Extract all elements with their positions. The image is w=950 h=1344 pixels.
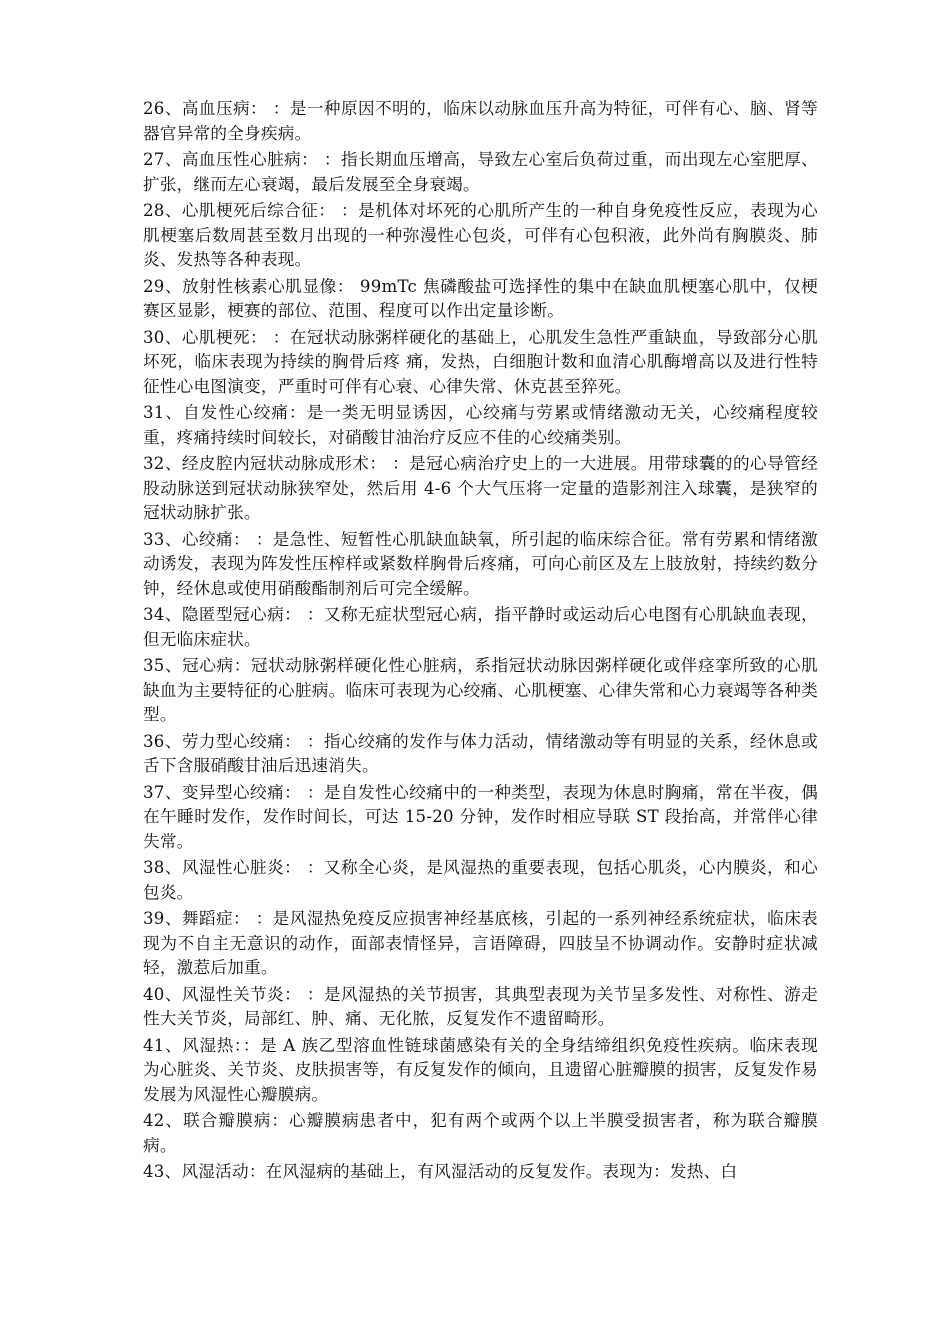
entry-28: 28、心肌梗死后综合征： ：是机体对坏死的心肌所产生的一种自身免疫性反应，表现为心肌梗塞后数周甚至数月出现的一种弥漫性心包炎，可伴有心包积液，此外尚有胸膜炎、肺炎、发热等各种表现。: [143, 201, 818, 269]
entry-43: 43、风湿活动：在风湿病的基础上，有风湿活动的反复发作。表现为：发热、白: [143, 1162, 738, 1181]
entry-42: 42、联合瓣膜病：心瓣膜病患者中，犯有两个或两个以上半膜受损害者，称为联合瓣膜病。: [143, 1111, 818, 1155]
entry-39: 39、舞蹈症： ：是风湿热免疫反应损害神经基底核，引起的一系列神经系统症状，临床表现为不自主无意识的动作，面部表情怪异，言语障碍，四肢呈不协调动作。安静时症状减轻，激惹后加重。: [143, 909, 818, 977]
entry-26: 26、高血压病： ：是一种原因不明的，临床以动脉血压升高为特征，可伴有心、脑、肾等器官异常的全身疾病。: [143, 99, 818, 143]
entry-31: 31、自发性心绞痛：是一类无明显诱因，心绞痛与劳累或情绪激动无关，心绞痛程度较重，疼痛持续时间较长，对硝酸甘油治疗反应不佳的心绞痛类别。: [143, 403, 818, 447]
entry-27: 27、高血压性心脏病： ：指长期血压增高，导致左心室后负荷过重，而出现左心室肥厚、扩张，继而左心衰竭，最后发展至全身衰竭。: [143, 150, 818, 194]
entry-38: 38、风湿性心脏炎： ：又称全心炎，是风湿热的重要表现，包括心肌炎，心内膜炎，和心包炎。: [143, 858, 818, 902]
entry-33: 33、心绞痛： ：是急性、短暂性心肌缺血缺氧，所引起的临床综合征。常有劳累和情绪激动诱发，表现为阵发性压榨样或紧数样胸骨后疼痛，可向心前区及左上肢放射，持续约数分钟，经休息或使用硝酸酯制剂后可完全缓解。: [143, 529, 818, 598]
entry-37: 37、变异型心绞痛： ：是自发性心绞痛中的一种类型，表现为休息时胸痛，常在半夜，偶在午睡时发作，发作时间长，可达 15-20 分钟，发作时相应导联 ST 段抬高，并常伴心律失常。: [143, 782, 818, 851]
entry-41: 41、风湿热：：是 A 族乙型溶血性链球菌感染有关的全身结缔组织免疫性疾病。临床表现为心脏炎、关节炎、皮肤损害等，有反复发作的倾向，且遗留心脏瓣膜的损害，反复发作易发展为风湿性心瓣膜病。: [143, 1035, 818, 1104]
entry-35: 35、冠心病：冠状动脉粥样硬化性心脏病，系指冠状动脉因粥样硬化或伴痉挛所致的心肌缺血为主要特征的心脏病。临床可表现为心绞痛、心肌梗塞、心律失常和心力衰竭等各种类型。: [143, 656, 818, 724]
document-page: [143, 97, 818, 1187]
entry-29: 29、放射性核素心肌显像： 99mTc 焦磷酸盐可选择性的集中在缺血肌梗塞心肌中，仅梗赛区显影，梗赛的部位、范围、程度可以作出定量诊断。: [143, 276, 818, 320]
entry-36: 36、劳力型心绞痛： ：指心绞痛的发作与体力活动，情绪激动等有明显的关系，经休息或舌下含服硝酸甘油后迅速消失。: [143, 731, 818, 775]
entry-32: 32、经皮腔内冠状动脉成形术： ：是冠心病治疗史上的一大进展。用带球囊的的心导管经股动脉送到冠状动脉狭窄处，然后用 4-6 个大气压将一定量的造影剂注入球囊，是狭窄的冠状动脉扩张。: [143, 454, 818, 522]
entry-30: 30、心肌梗死： ：在冠状动脉粥样硬化的基础上，心肌发生急性严重缺血，导致部分心肌坏死，临床表现为持续的胸骨后疼 痛，发热，白细胞计数和血清心肌酶增高以及进行性特征性心电图演变，严重时可伴有心衰、心律失常、休克甚至猝死。: [143, 327, 818, 396]
entry-34: 34、隐匿型冠心病： ：又称无症状型冠心病，指平静时或运动后心电图有心肌缺血表现，但无临床症状。: [143, 605, 818, 649]
entry-40: 40、风湿性关节炎： ：是风湿热的关节损害，其典型表现为关节呈多发性、对称性、游走性大关节炎，局部红、肿、痛、无化脓，反复发作不遗留畸形。: [143, 984, 818, 1028]
